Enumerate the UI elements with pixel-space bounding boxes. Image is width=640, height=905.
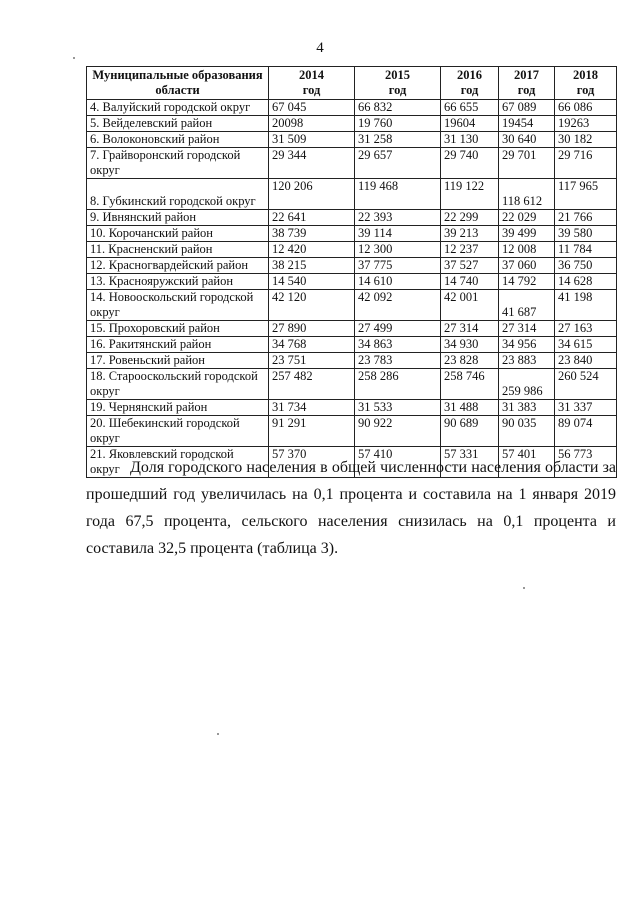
table-row (87, 179, 617, 210)
population-value: 37 527 (441, 258, 499, 274)
population-value: 117 965 (555, 179, 617, 210)
scan-speck (217, 733, 219, 735)
municipality-name: 6. Волоконовский район (87, 132, 269, 148)
population-value: 31 533 (355, 400, 441, 416)
table-row (87, 210, 617, 226)
municipality-name: 18. Старооскольский городской округ (87, 369, 269, 400)
population-value: 23 840 (555, 353, 617, 369)
table-row (87, 100, 617, 116)
table-row (87, 290, 617, 321)
municipality-name: 21. Яковлевский городской округ (87, 447, 269, 478)
population-value: 57 401 (499, 447, 555, 478)
population-value: 22 641 (269, 210, 355, 226)
population-value: 23 883 (499, 353, 555, 369)
municipality-name: 20. Шебекинский городской округ (87, 416, 269, 447)
population-value: 56 773 (555, 447, 617, 478)
population-value: 12 420 (269, 242, 355, 258)
population-value: 14 628 (555, 274, 617, 290)
population-value: 23 828 (441, 353, 499, 369)
table-row (87, 274, 617, 290)
population-value: 19263 (555, 116, 617, 132)
table-row (87, 116, 617, 132)
header-year-2014: 2014 год (269, 67, 355, 100)
population-value: 67 045 (269, 100, 355, 116)
population-value: 20098 (269, 116, 355, 132)
municipality-name: 7. Грайворонский городской округ (87, 148, 269, 179)
population-value: 14 540 (269, 274, 355, 290)
population-value: 38 739 (269, 226, 355, 242)
population-value: 66 086 (555, 100, 617, 116)
population-value: 29 701 (499, 148, 555, 179)
table-body (87, 100, 617, 478)
population-value: 34 615 (555, 337, 617, 353)
population-value: 12 300 (355, 242, 441, 258)
population-value: 34 768 (269, 337, 355, 353)
population-value: 66 832 (355, 100, 441, 116)
population-value: 29 740 (441, 148, 499, 179)
population-value: 39 580 (555, 226, 617, 242)
population-value: 118 612 (499, 179, 555, 210)
population-value: 89 074 (555, 416, 617, 447)
population-value: 27 499 (355, 321, 441, 337)
header-year-2017: 2017 год (499, 67, 555, 100)
population-value: 37 060 (499, 258, 555, 274)
population-value: 39 114 (355, 226, 441, 242)
population-value: 120 206 (269, 179, 355, 210)
population-value: 90 922 (355, 416, 441, 447)
municipality-name: 12. Красногвардейский район (87, 258, 269, 274)
municipality-name: 13. Краснояружский район (87, 274, 269, 290)
population-value: 14 792 (499, 274, 555, 290)
population-value: 31 337 (555, 400, 617, 416)
population-value: 119 122 (441, 179, 499, 210)
population-value: 22 299 (441, 210, 499, 226)
population-value: 11 784 (555, 242, 617, 258)
population-value: 29 657 (355, 148, 441, 179)
table-row (87, 400, 617, 416)
population-value: 57 370 (269, 447, 355, 478)
municipality-name: 5. Вейделевский район (87, 116, 269, 132)
table-row (87, 242, 617, 258)
population-value: 27 890 (269, 321, 355, 337)
population-value: 257 482 (269, 369, 355, 400)
population-value: 90 035 (499, 416, 555, 447)
population-value: 66 655 (441, 100, 499, 116)
population-value: 12 008 (499, 242, 555, 258)
population-value: 27 314 (441, 321, 499, 337)
population-value: 57 331 (441, 447, 499, 478)
population-value: 23 751 (269, 353, 355, 369)
population-value: 258 746 (441, 369, 499, 400)
population-value: 23 783 (355, 353, 441, 369)
table-header-row (87, 67, 617, 100)
population-value: 34 956 (499, 337, 555, 353)
header-year-2015: 2015 год (355, 67, 441, 100)
population-value: 12 237 (441, 242, 499, 258)
table-row (87, 369, 617, 400)
population-value: 34 863 (355, 337, 441, 353)
population-value: 14 740 (441, 274, 499, 290)
page-number: 4 (316, 40, 324, 56)
population-value: 31 488 (441, 400, 499, 416)
population-value: 22 029 (499, 210, 555, 226)
municipality-name: 14. Новооскольский городской округ (87, 290, 269, 321)
population-value: 31 258 (355, 132, 441, 148)
population-value: 21 766 (555, 210, 617, 226)
population-value: 42 092 (355, 290, 441, 321)
municipality-name: 16. Ракитянский район (87, 337, 269, 353)
municipality-name: 8. Губкинский городской округ (87, 179, 269, 210)
population-value: 258 286 (355, 369, 441, 400)
population-value: 41 687 (499, 290, 555, 321)
population-table (86, 66, 617, 478)
population-value: 42 001 (441, 290, 499, 321)
population-value: 22 393 (355, 210, 441, 226)
population-value: 41 198 (555, 290, 617, 321)
population-value: 39 499 (499, 226, 555, 242)
municipality-name: 15. Прохоровский район (87, 321, 269, 337)
table-row (87, 416, 617, 447)
scan-speck (523, 587, 525, 589)
table-row (87, 321, 617, 337)
population-value: 38 215 (269, 258, 355, 274)
population-value: 27 314 (499, 321, 555, 337)
population-value: 29 344 (269, 148, 355, 179)
body-paragraph: Доля городского населения в общей численности населения области за прошедший год увеличилась на 0,1 процента и составила на 1 января 2019 года 67,5 процента, сельского населения снизилась на 0,1 процента и составила 32,5 процента (таблица 3). (86, 459, 616, 557)
population-value: 90 689 (441, 416, 499, 447)
population-value: 14 610 (355, 274, 441, 290)
population-value: 31 383 (499, 400, 555, 416)
population-value: 119 468 (355, 179, 441, 210)
population-value: 57 410 (355, 447, 441, 478)
population-value: 67 089 (499, 100, 555, 116)
municipality-name: 17. Ровеньский район (87, 353, 269, 369)
population-value: 34 930 (441, 337, 499, 353)
municipality-name: 19. Чернянский район (87, 400, 269, 416)
header-year-2018: 2018 год (555, 67, 617, 100)
table-row (87, 337, 617, 353)
population-value: 260 524 (555, 369, 617, 400)
table-row (87, 226, 617, 242)
table-row (87, 132, 617, 148)
population-value: 19604 (441, 116, 499, 132)
population-value: 42 120 (269, 290, 355, 321)
population-value: 37 775 (355, 258, 441, 274)
population-value: 31 509 (269, 132, 355, 148)
municipality-name: 11. Красненский район (87, 242, 269, 258)
header-year-2016: 2016 год (441, 67, 499, 100)
header-municipality: Муниципальные образования области (87, 67, 269, 100)
population-value: 19 760 (355, 116, 441, 132)
municipality-name: 9. Ивнянский район (87, 210, 269, 226)
municipality-name: 10. Корочанский район (87, 226, 269, 242)
municipality-name: 4. Валуйский городской округ (87, 100, 269, 116)
population-value: 30 640 (499, 132, 555, 148)
population-value: 27 163 (555, 321, 617, 337)
population-value: 36 750 (555, 258, 617, 274)
table-row (87, 353, 617, 369)
table-row (87, 148, 617, 179)
population-value: 91 291 (269, 416, 355, 447)
population-value: 31 130 (441, 132, 499, 148)
population-value: 259 986 (499, 369, 555, 400)
scan-speck (73, 57, 75, 59)
population-value: 30 182 (555, 132, 617, 148)
population-value: 31 734 (269, 400, 355, 416)
table-row (87, 258, 617, 274)
population-value: 19454 (499, 116, 555, 132)
population-value: 39 213 (441, 226, 499, 242)
population-value: 29 716 (555, 148, 617, 179)
